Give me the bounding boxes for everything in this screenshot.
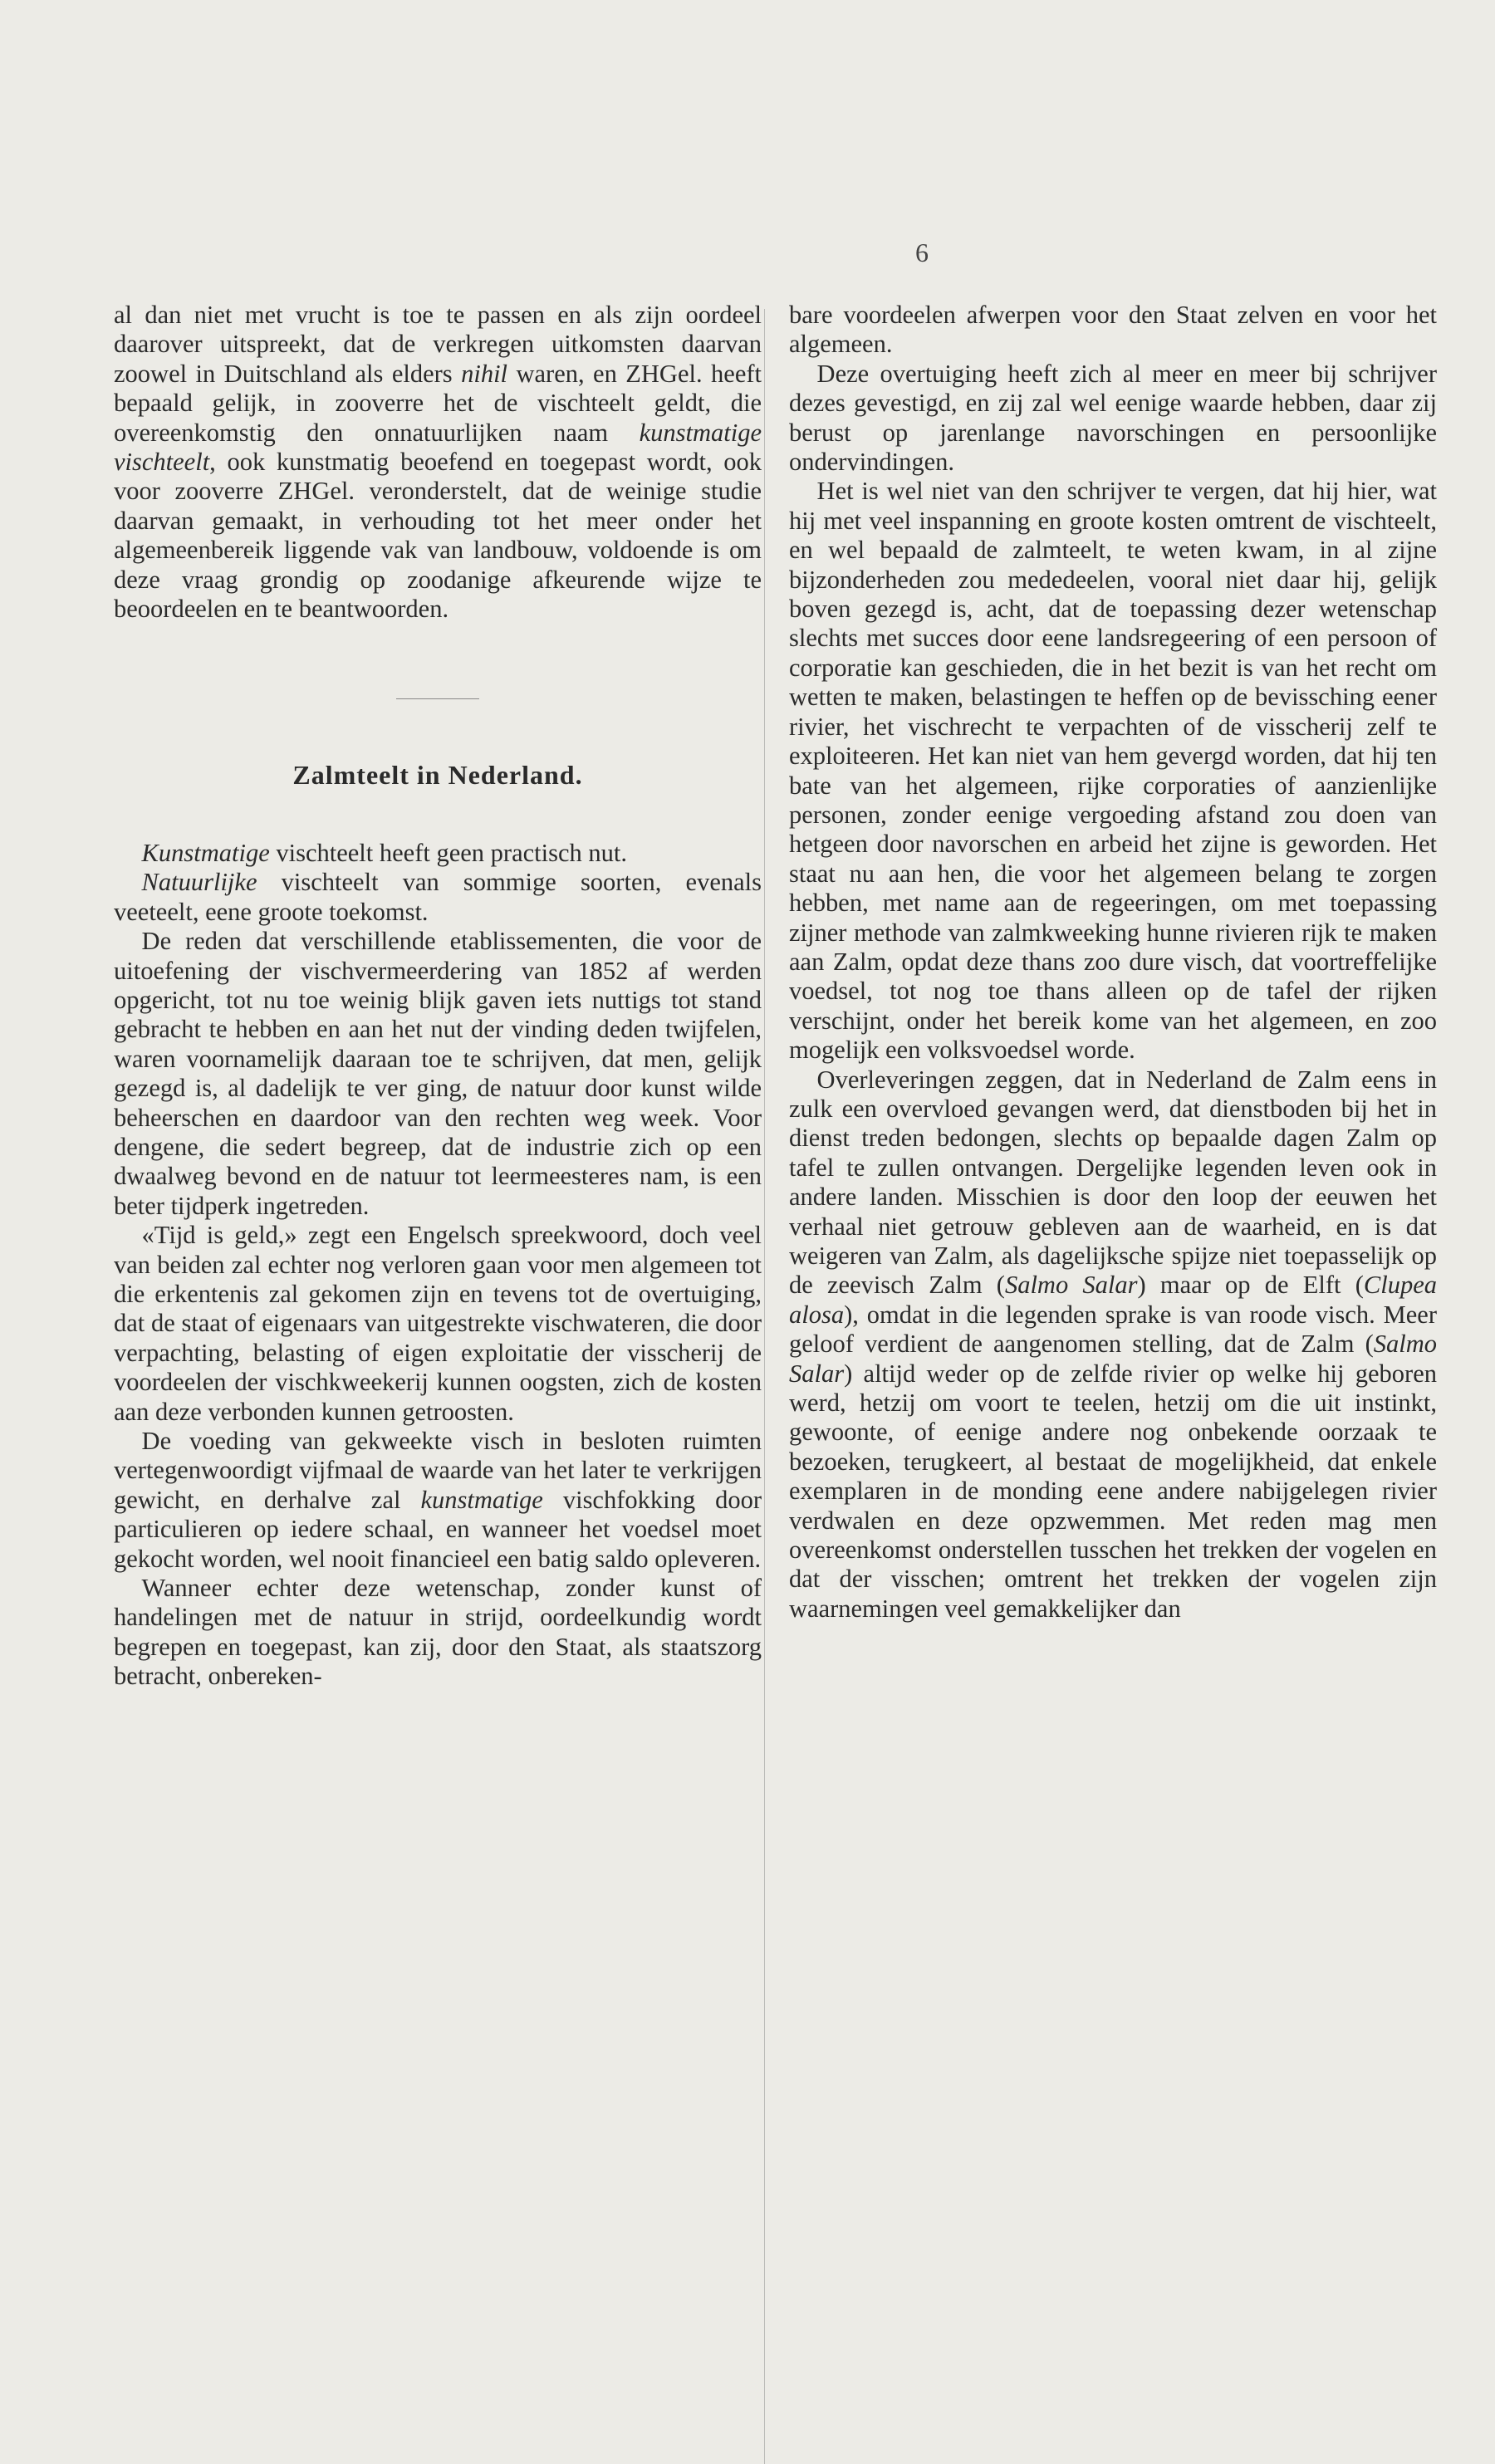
right-column: [789, 301, 1437, 1624]
paragraph: Natuurlijke vischteelt van sommige soorten, evenals veeteelt, eene groote toekomst.: [114, 868, 762, 926]
paragraph: Overleveringen zeggen, dat in Nederland de Zalm eens in zulk een overvloed gevangen werd, dat dienstboden bij het in dienst treden bedongen, slechts op bepaalde dagen Zalm op tafel te zullen ontvangen. Dergelijke legenden leven ook in andere landen. Misschien is door den loop der eeuwen het verhaal niet getrouw gebleven aan de waarheid, en is dat weigeren van Zalm, als dagelijksche spijze niet toepasselijk op de zeevisch Zalm (Salmo Salar) maar op de Elft (Clupea alosa), omdat in die legenden sprake is van roode visch. Meer geloof verdient de aangenomen stelling, dat de Zalm (Salmo Salar) altijd weder op de zelfde rivier op welke hij geboren werd, hetzij om voort te teelen, hetzij om die uit instinkt, gewoonte, of eenige andere nog onbekende oorzaak te bezoeken, terugkeert, al bestaat de mogelijkheid, dat enkele exemplaren in de monding eene andere nabijgelegen rivier verdwalen en deze opzwemmen. Met reden mag men overeenkomst onderstellen tusschen het trekken der vogelen en dat der visschen; omtrent het trekken der vogelen zijn waarnemingen veel gemakkelijker dan: [789, 1065, 1437, 1623]
paragraph: Wanneer echter deze wetenschap, zonder kunst of handelingen met de natuur in strijd, oordeelkundig wordt begrepen en toegepast, kan zij, door den Staat, als staatszorg betracht, onbereken-: [114, 1574, 762, 1691]
paragraph: Deze overtuiging heeft zich al meer en meer bij schrijver dezes gevestigd, en zij zal wel eenige waarde hebben, daar zij berust op jarenlange navorschingen en persoonlijke ondervindingen.: [789, 359, 1437, 477]
paragraph: «Tijd is geld,» zegt een Engelsch spreekwoord, doch veel van beiden zal echter nog verloren gaan voor men algemeen tot die erkentenis zal gekomen zijn en tevens tot de overtuiging, dat de staat of eigenaars van uitgestrekte vischwateren, die door verpachting, belasting of eigen exploitatie der visscherij de voordeelen der vischkweekerij kunnen oogsten, zich de kosten aan deze verbonden kunnen getroosten.: [114, 1221, 762, 1426]
section-heading: Zalmteelt in Nederland.: [292, 760, 583, 791]
paragraph: Kunstmatige vischteelt heeft geen practisch nut.: [141, 838, 627, 867]
paragraph: De voeding van gekweekte visch in besloten ruimten vertegenwoordigt vijfmaal de waarde van het later te verkrijgen gewicht, en derhalve zal kunstmatige vischfokking door particulieren op iedere schaal, en wanneer het voedsel moet gekocht worden, wel nooit financieel een batig saldo opleveren.: [114, 1427, 762, 1573]
page-number: 6: [915, 238, 929, 267]
paragraph-continuation: al dan niet met vrucht is toe te passen en als zijn oordeel daarover uitspreekt, dat de verkregen uitkomsten daarvan zoowel in Duitschland als elders nihil waren, en ZHGel. heeft bepaald gelijk, in zooverre het de vischteelt geldt, die overeenkomstig den onnatuurlijken naam kunstmatige vischteelt, ook kunstmatig beoefend en toegepast wordt, ook voor zooverre ZHGel. veronderstelt, dat de weinige studie daarvan gemaakt, in verhouding tot het meer onder het algemeenbereik liggende vak van landbouw, voldoende is om deze vraag grondig op zoodanige afkeurende wijze te beoordeelen en te beantwoorden.: [114, 301, 762, 624]
column-divider: [764, 309, 765, 2464]
paragraph: Het is wel niet van den schrijver te vergen, dat hij hier, wat hij met veel inspanning en groote kosten omtrent de vischteelt, en wel bepaald de zalmteelt, te weten kwam, in al zijne bijzonderheden zou mededeelen, vooral niet daar hij, gelijk boven gezegd is, acht, dat de toepassing dezer wetenschap slechts met succes door eene landsregeering of een persoon of corporatie kan geschieden, die in het bezit is van het recht om wetten te maken, belastingen te heffen op de bevissching eener rivier, het vischrecht te verpachten of de visscherij zelf te exploiteeren. Het kan niet van hem gevergd worden, dat hij ten bate van het algemeen, rijke corporaties of aanzienlijke personen, zonder eenige vergoeding afstand zou doen van hetgeen door navorschen en arbeid het zijne is geworden. Het staat nu aan hen, die voor het algemeen belang te zorgen hebben, met name aan de regeeringen, om met toepassing zijner methode van zalmkweeking hunne rivieren rijk te maken aan Zalm, opdat deze thans zoo dure visch, dat voortreffelijke voedsel, tot nog toe thans alleen op de tafel der rijken verschijnt, onder het bereik kome van het algemeen, en zoo mogelijk een volksvoedsel worde.: [789, 477, 1437, 1065]
paragraph-continuation: bare voordeelen afwerpen voor den Staat zelven en voor het algemeen.: [789, 301, 1437, 359]
paragraph: De reden dat verschillende etablissementen, die voor de uitoefening der vischvermeerdering van 1852 af werden opgericht, tot nu toe weinig blijk gaven iets nuttigs tot stand gebracht te hebben en aan het nut der vinding deden twijfelen, waren voornamelijk daaraan toe te schrijven, dat men, gelijk gezegd is, al dadelijk te ver ging, de natuur door kunst wilde beheerschen en daardoor van den rechten weg week. Voor dengene, die sedert begreep, dat de industrie zich op een dwaalweg bevond en de natuur tot leermeesteres nam, is een beter tijdperk ingetreden.: [114, 927, 762, 1220]
section-separator: [396, 698, 479, 699]
left-column: [114, 301, 762, 1692]
